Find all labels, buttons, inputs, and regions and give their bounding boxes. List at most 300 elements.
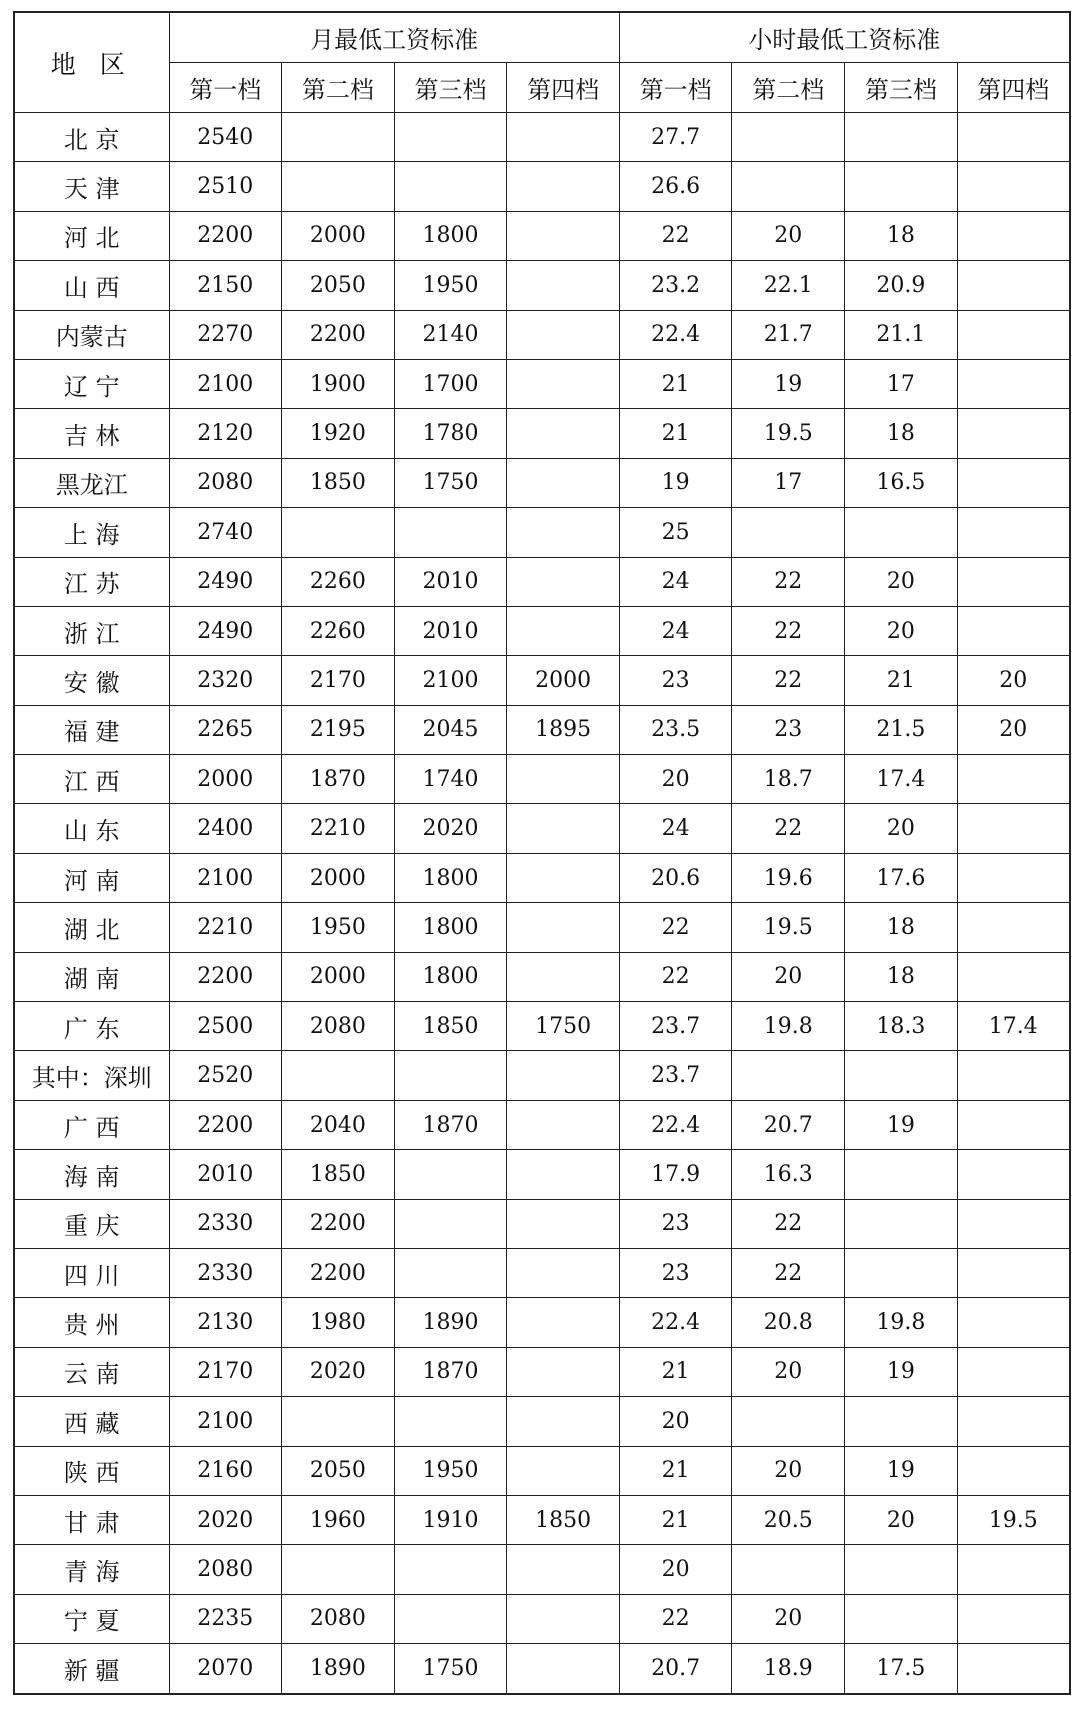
monthly-tier-3-cell: 1890 <box>394 1298 507 1347</box>
hourly-tier-3-cell: 17 <box>845 359 958 408</box>
region-cell: 甘 肃 <box>14 1495 169 1544</box>
region-cell: 河 南 <box>14 853 169 902</box>
monthly-tier-3-cell: 2010 <box>394 606 507 655</box>
hourly-tier-2-cell: 19 <box>732 359 845 408</box>
monthly-tier-4-cell <box>507 1347 620 1396</box>
monthly-tier-1-cell: 2080 <box>169 1545 282 1594</box>
monthly-tier-2-cell: 2200 <box>282 1248 395 1297</box>
table-row <box>14 458 1070 507</box>
region-cell: 河 北 <box>14 211 169 260</box>
hourly-tier-4-cell <box>957 853 1070 902</box>
region-cell: 云 南 <box>14 1347 169 1396</box>
table-row <box>14 1002 1070 1051</box>
hourly-tier-1-cell: 23 <box>619 1248 732 1297</box>
table-row <box>14 1594 1070 1643</box>
region-cell: 四 川 <box>14 1248 169 1297</box>
table-row <box>14 952 1070 1001</box>
monthly-tier-3-cell <box>394 113 507 162</box>
monthly-tier-2-cell: 2260 <box>282 557 395 606</box>
hourly-tier-3-cell <box>845 1051 958 1100</box>
monthly-tier-2-cell: 1870 <box>282 755 395 804</box>
monthly-tier-4-cell <box>507 1545 620 1594</box>
hourly-tier-2-cell: 18.9 <box>732 1644 845 1694</box>
hourly-tier-2-cell <box>732 1051 845 1100</box>
monthly-tier-1-cell: 2330 <box>169 1248 282 1297</box>
monthly-tier-3-cell <box>394 1545 507 1594</box>
hourly-tier-1-cell: 22.4 <box>619 1298 732 1347</box>
hourly-tier-4-cell <box>957 211 1070 260</box>
region-cell: 重 庆 <box>14 1199 169 1248</box>
region-cell: 吉 林 <box>14 409 169 458</box>
monthly-tier-4-cell <box>507 952 620 1001</box>
monthly-tier-1-cell: 2270 <box>169 310 282 359</box>
hourly-tier-1-cell: 23.5 <box>619 705 732 754</box>
hourly-tier-2-cell: 22 <box>732 1199 845 1248</box>
monthly-tier-2-cell <box>282 1545 395 1594</box>
monthly-tier-3-cell: 1910 <box>394 1495 507 1544</box>
header-row-groups <box>14 12 1070 63</box>
region-cell: 其中：深圳 <box>14 1051 169 1100</box>
hourly-tier-1-cell: 24 <box>619 804 732 853</box>
monthly-tier-4-cell <box>507 1594 620 1643</box>
monthly-tier-2-cell: 1890 <box>282 1644 395 1694</box>
monthly-tier-3-cell: 1850 <box>394 1002 507 1051</box>
monthly-tier-4-cell <box>507 1446 620 1495</box>
hourly-tier-3-cell: 18 <box>845 409 958 458</box>
monthly-tier-4-cell <box>507 903 620 952</box>
hourly-tier-4-cell <box>957 162 1070 211</box>
hourly-tier-2-cell: 22 <box>732 606 845 655</box>
hourly-tier-1-cell: 25 <box>619 508 732 557</box>
hourly-tier-3-cell <box>845 508 958 557</box>
hourly-tier-2-cell: 18.7 <box>732 755 845 804</box>
monthly-tier-1-cell: 2490 <box>169 606 282 655</box>
hourly-tier-3-cell <box>845 1594 958 1643</box>
monthly-tier-3-cell: 1750 <box>394 458 507 507</box>
monthly-tier-4-cell <box>507 162 620 211</box>
monthly-tier-4-cell <box>507 853 620 902</box>
monthly-tier-4-cell <box>507 359 620 408</box>
monthly-tier-4-cell: 2000 <box>507 656 620 705</box>
region-cell: 海 南 <box>14 1150 169 1199</box>
monthly-tier-1-cell: 2510 <box>169 162 282 211</box>
table-row <box>14 1644 1070 1694</box>
hourly-tier-1-cell: 21 <box>619 1446 732 1495</box>
monthly-tier-2-cell: 2200 <box>282 1199 395 1248</box>
monthly-tier-2-cell: 2000 <box>282 211 395 260</box>
hourly-tier-3-cell: 21 <box>845 656 958 705</box>
region-cell: 浙 江 <box>14 606 169 655</box>
hourly-tier-4-cell <box>957 1446 1070 1495</box>
monthly-tier-4-cell <box>507 1248 620 1297</box>
table-row <box>14 1199 1070 1248</box>
monthly-tier-4-cell <box>507 1298 620 1347</box>
hourly-tier-3-cell: 20 <box>845 1495 958 1544</box>
hourly-tier-1-cell: 20.7 <box>619 1644 732 1694</box>
hourly-tier-2-cell: 22 <box>732 557 845 606</box>
hourly-tier-2-cell: 19.5 <box>732 409 845 458</box>
monthly-tier-2-cell: 1920 <box>282 409 395 458</box>
monthly-tier-2-cell: 2195 <box>282 705 395 754</box>
header-row-tiers <box>14 63 1070 113</box>
hourly-tier-4-cell <box>957 1397 1070 1446</box>
hourly-tier-4-cell <box>957 1545 1070 1594</box>
monthly-tier-2-cell: 1850 <box>282 458 395 507</box>
monthly-tier-3-cell <box>394 1397 507 1446</box>
hourly-tier-1-cell: 21 <box>619 1347 732 1396</box>
monthly-tier-3-cell <box>394 508 507 557</box>
monthly-tier-2-cell: 2200 <box>282 310 395 359</box>
monthly-tier-2-cell: 2000 <box>282 853 395 902</box>
monthly-tier-1-cell: 2100 <box>169 853 282 902</box>
hourly-tier-4-cell <box>957 1199 1070 1248</box>
monthly-tier-2-cell: 2040 <box>282 1100 395 1149</box>
hourly-tier-1-cell: 19 <box>619 458 732 507</box>
monthly-tier-3-cell: 2100 <box>394 656 507 705</box>
monthly-tier-3-cell: 1800 <box>394 952 507 1001</box>
hourly-tier-1-header: 第一档 <box>619 63 732 113</box>
hourly-tier-3-cell: 17.6 <box>845 853 958 902</box>
hourly-tier-3-cell: 19 <box>845 1100 958 1149</box>
monthly-tier-1-cell: 2070 <box>169 1644 282 1694</box>
hourly-tier-2-cell <box>732 1397 845 1446</box>
table-header <box>14 12 1070 113</box>
hourly-tier-1-cell: 20 <box>619 1545 732 1594</box>
table-row <box>14 162 1070 211</box>
monthly-tier-3-cell: 2010 <box>394 557 507 606</box>
hourly-tier-2-cell: 20 <box>732 1594 845 1643</box>
monthly-tier-4-cell <box>507 1100 620 1149</box>
hourly-tier-4-cell <box>957 1347 1070 1396</box>
hourly-tier-3-cell: 17.4 <box>845 755 958 804</box>
monthly-tier-4-cell <box>507 508 620 557</box>
monthly-tier-1-cell: 2100 <box>169 1397 282 1446</box>
monthly-tier-4-cell <box>507 310 620 359</box>
hourly-tier-2-cell: 20 <box>732 1446 845 1495</box>
table-row <box>14 903 1070 952</box>
monthly-tier-3-cell: 1740 <box>394 755 507 804</box>
monthly-tier-4-cell <box>507 1199 620 1248</box>
monthly-tier-4-cell <box>507 113 620 162</box>
hourly-tier-4-cell <box>957 458 1070 507</box>
hourly-tier-1-cell: 23.7 <box>619 1051 732 1100</box>
monthly-tier-3-cell: 2045 <box>394 705 507 754</box>
monthly-tier-1-cell: 2520 <box>169 1051 282 1100</box>
table-row <box>14 1347 1070 1396</box>
hourly-tier-3-cell: 20 <box>845 606 958 655</box>
monthly-tier-2-cell: 1950 <box>282 903 395 952</box>
monthly-tier-2-cell: 2080 <box>282 1594 395 1643</box>
monthly-tier-3-cell <box>394 162 507 211</box>
hourly-tier-4-cell <box>957 261 1070 310</box>
hourly-tier-2-cell: 20 <box>732 1347 845 1396</box>
hourly-tier-2-header: 第二档 <box>732 63 845 113</box>
region-cell: 广 东 <box>14 1002 169 1051</box>
monthly-tier-3-cell <box>394 1150 507 1199</box>
monthly-tier-4-cell <box>507 1397 620 1446</box>
region-cell: 新 疆 <box>14 1644 169 1694</box>
monthly-tier-1-cell: 2100 <box>169 359 282 408</box>
monthly-tier-3-header: 第三档 <box>394 63 507 113</box>
hourly-tier-4-cell <box>957 606 1070 655</box>
monthly-tier-4-cell <box>507 1150 620 1199</box>
monthly-tier-3-cell: 1700 <box>394 359 507 408</box>
region-cell: 山 西 <box>14 261 169 310</box>
monthly-tier-3-cell <box>394 1051 507 1100</box>
monthly-tier-1-cell: 2500 <box>169 1002 282 1051</box>
hourly-tier-4-cell <box>957 804 1070 853</box>
table-row <box>14 705 1070 754</box>
hourly-tier-2-cell: 16.3 <box>732 1150 845 1199</box>
table-row <box>14 409 1070 458</box>
table-row <box>14 557 1070 606</box>
monthly-tier-1-cell: 2010 <box>169 1150 282 1199</box>
monthly-tier-1-cell: 2020 <box>169 1495 282 1544</box>
hourly-tier-4-cell <box>957 903 1070 952</box>
monthly-tier-1-cell: 2170 <box>169 1347 282 1396</box>
table-row <box>14 755 1070 804</box>
hourly-tier-2-cell: 20.7 <box>732 1100 845 1149</box>
region-cell: 北 京 <box>14 113 169 162</box>
hourly-tier-3-cell: 17.5 <box>845 1644 958 1694</box>
hourly-tier-3-cell: 18.3 <box>845 1002 958 1051</box>
region-cell: 青 海 <box>14 1545 169 1594</box>
hourly-tier-4-cell <box>957 755 1070 804</box>
monthly-tier-1-cell: 2200 <box>169 211 282 260</box>
hourly-tier-4-cell <box>957 359 1070 408</box>
monthly-tier-4-cell <box>507 1051 620 1100</box>
monthly-tier-3-cell: 2020 <box>394 804 507 853</box>
hourly-tier-2-cell <box>732 1545 845 1594</box>
monthly-tier-1-cell: 2200 <box>169 952 282 1001</box>
hourly-tier-1-cell: 20.6 <box>619 853 732 902</box>
hourly-tier-4-cell <box>957 1051 1070 1100</box>
monthly-tier-1-cell: 2540 <box>169 113 282 162</box>
region-cell: 贵 州 <box>14 1298 169 1347</box>
monthly-tier-1-cell: 2490 <box>169 557 282 606</box>
region-cell: 湖 北 <box>14 903 169 952</box>
hourly-tier-1-cell: 24 <box>619 606 732 655</box>
hourly-tier-1-cell: 23 <box>619 656 732 705</box>
hourly-tier-1-cell: 23.7 <box>619 1002 732 1051</box>
hourly-tier-3-cell <box>845 1545 958 1594</box>
monthly-tier-1-cell: 2120 <box>169 409 282 458</box>
hourly-tier-3-cell: 21.5 <box>845 705 958 754</box>
monthly-tier-2-cell: 2170 <box>282 656 395 705</box>
region-cell: 广 西 <box>14 1100 169 1149</box>
hourly-tier-4-cell <box>957 1248 1070 1297</box>
region-cell: 湖 南 <box>14 952 169 1001</box>
region-cell: 福 建 <box>14 705 169 754</box>
monthly-tier-2-cell: 1900 <box>282 359 395 408</box>
monthly-tier-1-cell: 2130 <box>169 1298 282 1347</box>
hourly-tier-2-cell: 22 <box>732 656 845 705</box>
region-cell: 安 徽 <box>14 656 169 705</box>
monthly-tier-2-cell <box>282 508 395 557</box>
hourly-tier-4-cell <box>957 113 1070 162</box>
monthly-tier-2-cell <box>282 162 395 211</box>
hourly-tier-4-cell: 17.4 <box>957 1002 1070 1051</box>
hourly-tier-2-cell: 21.7 <box>732 310 845 359</box>
hourly-tier-2-cell: 20 <box>732 952 845 1001</box>
hourly-tier-2-cell: 20.5 <box>732 1495 845 1544</box>
table-row <box>14 1248 1070 1297</box>
hourly-tier-3-cell <box>845 1199 958 1248</box>
monthly-tier-3-cell <box>394 1199 507 1248</box>
hourly-wage-group-header: 小时最低工资标准 <box>619 12 1069 63</box>
monthly-tier-2-cell: 2000 <box>282 952 395 1001</box>
hourly-tier-4-cell <box>957 1150 1070 1199</box>
monthly-tier-3-cell: 1950 <box>394 261 507 310</box>
hourly-tier-2-cell: 19.8 <box>732 1002 845 1051</box>
hourly-tier-4-cell: 19.5 <box>957 1495 1070 1544</box>
table-row <box>14 508 1070 557</box>
region-cell: 辽 宁 <box>14 359 169 408</box>
hourly-tier-2-cell: 17 <box>732 458 845 507</box>
monthly-tier-4-cell <box>507 458 620 507</box>
hourly-tier-3-cell: 18 <box>845 211 958 260</box>
hourly-tier-2-cell <box>732 162 845 211</box>
monthly-tier-2-cell <box>282 1397 395 1446</box>
monthly-tier-2-cell <box>282 1051 395 1100</box>
monthly-tier-1-cell: 2150 <box>169 261 282 310</box>
hourly-tier-4-cell <box>957 310 1070 359</box>
hourly-tier-1-cell: 22.4 <box>619 1100 732 1149</box>
hourly-tier-2-cell: 20 <box>732 211 845 260</box>
hourly-tier-4-cell: 20 <box>957 656 1070 705</box>
table-row <box>14 1545 1070 1594</box>
table-row <box>14 1446 1070 1495</box>
table-row <box>14 359 1070 408</box>
region-cell: 陕 西 <box>14 1446 169 1495</box>
hourly-tier-4-cell <box>957 952 1070 1001</box>
hourly-tier-2-cell: 19.5 <box>732 903 845 952</box>
hourly-tier-4-cell <box>957 409 1070 458</box>
monthly-tier-1-cell: 2160 <box>169 1446 282 1495</box>
monthly-tier-3-cell <box>394 1248 507 1297</box>
hourly-tier-3-cell: 19 <box>845 1446 958 1495</box>
hourly-tier-3-cell <box>845 162 958 211</box>
hourly-tier-1-cell: 27.7 <box>619 113 732 162</box>
table-row <box>14 1397 1070 1446</box>
monthly-tier-3-cell: 2140 <box>394 310 507 359</box>
table-row <box>14 113 1070 162</box>
monthly-tier-4-cell <box>507 261 620 310</box>
hourly-tier-4-cell <box>957 557 1070 606</box>
table-row <box>14 1495 1070 1544</box>
region-cell: 西 藏 <box>14 1397 169 1446</box>
hourly-tier-4-cell <box>957 1594 1070 1643</box>
monthly-tier-4-header: 第四档 <box>507 63 620 113</box>
hourly-tier-2-cell: 22 <box>732 804 845 853</box>
monthly-tier-3-cell: 1780 <box>394 409 507 458</box>
hourly-tier-3-cell: 19.8 <box>845 1298 958 1347</box>
minimum-wage-table <box>13 11 1071 1695</box>
hourly-tier-3-cell <box>845 1397 958 1446</box>
monthly-tier-1-cell: 2080 <box>169 458 282 507</box>
hourly-tier-3-cell: 18 <box>845 903 958 952</box>
table-row <box>14 261 1070 310</box>
monthly-tier-3-cell: 1950 <box>394 1446 507 1495</box>
hourly-tier-2-cell: 22 <box>732 1248 845 1297</box>
monthly-tier-1-cell: 2330 <box>169 1199 282 1248</box>
table-row <box>14 1150 1070 1199</box>
hourly-tier-4-cell <box>957 508 1070 557</box>
monthly-tier-3-cell: 1870 <box>394 1347 507 1396</box>
hourly-tier-1-cell: 22 <box>619 952 732 1001</box>
monthly-tier-1-cell: 2210 <box>169 903 282 952</box>
monthly-tier-2-cell: 2260 <box>282 606 395 655</box>
region-cell: 内蒙古 <box>14 310 169 359</box>
table-row <box>14 1298 1070 1347</box>
monthly-tier-4-cell <box>507 755 620 804</box>
table-body <box>14 113 1070 1694</box>
monthly-tier-2-cell: 2210 <box>282 804 395 853</box>
hourly-tier-3-header: 第三档 <box>845 63 958 113</box>
hourly-tier-2-cell <box>732 113 845 162</box>
hourly-tier-3-cell: 20 <box>845 804 958 853</box>
hourly-tier-1-cell: 21 <box>619 1495 732 1544</box>
table-row <box>14 211 1070 260</box>
monthly-tier-2-cell: 2050 <box>282 261 395 310</box>
hourly-tier-2-cell: 20.8 <box>732 1298 845 1347</box>
monthly-tier-4-cell <box>507 1644 620 1694</box>
hourly-tier-1-cell: 20 <box>619 1397 732 1446</box>
monthly-tier-3-cell: 1800 <box>394 903 507 952</box>
monthly-tier-1-cell: 2200 <box>169 1100 282 1149</box>
region-cell: 山 东 <box>14 804 169 853</box>
monthly-wage-group-header: 月最低工资标准 <box>169 12 619 63</box>
table-row <box>14 1100 1070 1149</box>
hourly-tier-1-cell: 24 <box>619 557 732 606</box>
monthly-tier-1-cell: 2400 <box>169 804 282 853</box>
hourly-tier-3-cell: 19 <box>845 1347 958 1396</box>
monthly-tier-4-cell <box>507 606 620 655</box>
table-row <box>14 606 1070 655</box>
monthly-tier-4-cell: 1850 <box>507 1495 620 1544</box>
monthly-tier-2-cell <box>282 113 395 162</box>
hourly-tier-4-cell <box>957 1644 1070 1694</box>
hourly-tier-2-cell: 19.6 <box>732 853 845 902</box>
monthly-tier-2-cell: 2020 <box>282 1347 395 1396</box>
region-cell: 江 西 <box>14 755 169 804</box>
monthly-tier-1-cell: 2320 <box>169 656 282 705</box>
monthly-tier-2-header: 第二档 <box>282 63 395 113</box>
monthly-tier-4-cell <box>507 211 620 260</box>
hourly-tier-2-cell <box>732 508 845 557</box>
monthly-tier-4-cell <box>507 557 620 606</box>
hourly-tier-1-cell: 23 <box>619 1199 732 1248</box>
hourly-tier-3-cell <box>845 113 958 162</box>
monthly-tier-4-cell: 1750 <box>507 1002 620 1051</box>
region-cell: 天 津 <box>14 162 169 211</box>
table-row <box>14 1051 1070 1100</box>
hourly-tier-4-cell <box>957 1298 1070 1347</box>
hourly-tier-3-cell: 20 <box>845 557 958 606</box>
region-column-header: 地 区 <box>14 12 169 113</box>
monthly-tier-1-cell: 2740 <box>169 508 282 557</box>
monthly-tier-2-cell: 1980 <box>282 1298 395 1347</box>
hourly-tier-3-cell: 21.1 <box>845 310 958 359</box>
monthly-tier-3-cell: 1800 <box>394 211 507 260</box>
hourly-tier-3-cell <box>845 1150 958 1199</box>
monthly-tier-2-cell: 2050 <box>282 1446 395 1495</box>
hourly-tier-1-cell: 17.9 <box>619 1150 732 1199</box>
monthly-tier-4-cell <box>507 804 620 853</box>
region-cell: 黑龙江 <box>14 458 169 507</box>
hourly-tier-4-cell <box>957 1100 1070 1149</box>
monthly-tier-1-cell: 2000 <box>169 755 282 804</box>
